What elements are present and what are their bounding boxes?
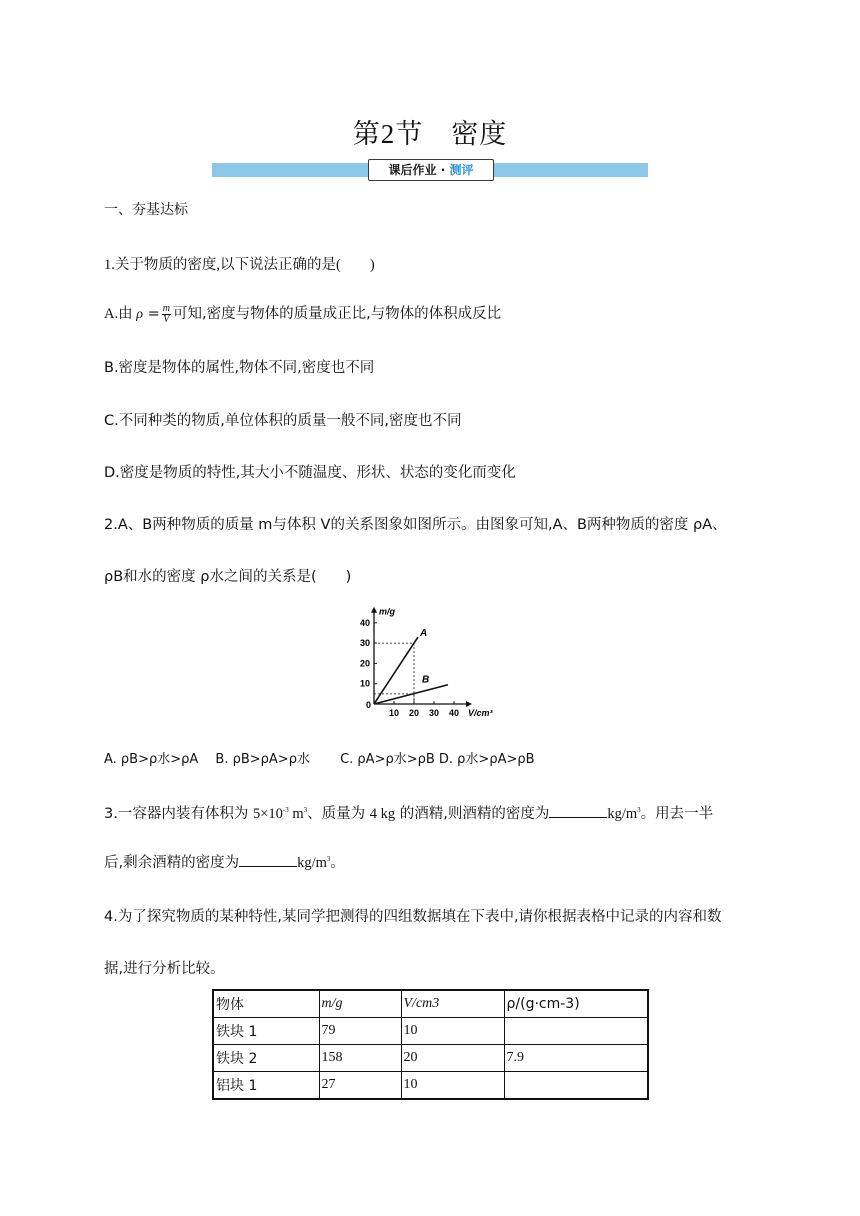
x-tick-label: 20 [409, 708, 420, 718]
q1-stem: 1.关于物质的密度,以下说法正确的是( ) [104, 257, 375, 273]
table-header-cell: m/g [319, 990, 401, 1018]
q4-line2: 据,进行分析比较。 [104, 961, 225, 977]
answer-blank-2[interactable] [239, 854, 297, 867]
table-row [213, 1018, 648, 1045]
q2-options: A. ρB>ρ水>ρA B. ρB>ρA>ρ水 C. ρA>ρ水>ρB D. ρ水>ρA>ρB [104, 752, 535, 767]
q3-line1: 3.一容器内装有体积为 $5\times 10^{-3}$ $m^3$、质量为 4 kg 的酒精,则酒精的密度为 $kg/m^3$。用去一半 [104, 806, 714, 822]
data-table [212, 989, 649, 1100]
q3-line2: 后,剩余酒精的密度为 $kg/m^3$。 [104, 855, 345, 871]
y-axis-label: m/g [379, 606, 396, 617]
y-tick-label: 20 [360, 658, 371, 669]
table-cell[interactable] [504, 1018, 648, 1045]
x-axis-arrow [466, 701, 472, 707]
y-tick-label: 10 [360, 678, 371, 689]
table-cell: 铁块 1 [213, 1018, 319, 1045]
section-heading: 一、夯基达标 [104, 202, 188, 218]
q4-line1: 4.为了探究物质的某种特性,某同学把测得的四组数据填在下表中,请你根据表格中记录的内容和数 [104, 909, 722, 925]
table-row [213, 1072, 648, 1100]
x-tick-label: 30 [429, 708, 440, 718]
mass-volume-chart [350, 604, 510, 724]
x-tick-label: 10 [389, 708, 400, 718]
series-label-a: A [420, 628, 428, 640]
y-axis-arrow [371, 607, 377, 613]
q1-option-a: A.由 ρ = $\frac{m}{V}$ 可知,密度与物体的质量成正比,与物体的体积成反比 [104, 302, 502, 325]
q2-stem-line2: ρB和水的密度 ρ水之间的关系是( ) [104, 569, 352, 585]
x-tick-label: 40 [449, 708, 460, 718]
answer-blank-1[interactable] [549, 805, 607, 818]
table-row [213, 1045, 648, 1072]
table-cell: 27 [319, 1072, 401, 1100]
formula-fraction: $\frac{m}{V}$ [162, 302, 170, 325]
x-axis-label: V/cm³ [468, 708, 493, 718]
title-banner-tag: 课后作业 · 测评 [368, 159, 494, 181]
q1-option-d: D.密度是物质的特性,其大小不随温度、形状、状态的变化而变化 [104, 465, 516, 481]
table-header-row [213, 990, 648, 1018]
x-tick-label: 0 [366, 700, 372, 710]
table-cell: 10 [401, 1072, 504, 1100]
series-label-b: B [422, 674, 430, 686]
table-cell[interactable] [504, 1072, 648, 1100]
y-tick-label: 40 [360, 617, 371, 628]
q1-option-b: B.密度是物体的属性,物体不同,密度也不同 [104, 360, 375, 376]
page-title: 第2节 密度 [352, 119, 508, 150]
q2-stem-line1: 2.A、B两种物质的质量 m与体积 V的关系图象如图所示。由图象可知,A、B两种物质的密度 ρA、 [104, 517, 727, 533]
y-tick-label: 30 [360, 638, 371, 649]
table-cell: 铁块 2 [213, 1045, 319, 1072]
table-header-cell: ρ/(g·cm-3) [504, 990, 648, 1018]
q1-option-c: C.不同种类的物质,单位体积的质量一般不同,密度也不同 [104, 413, 462, 429]
table-header-cell: 物体 [213, 990, 319, 1018]
table-cell: 7.9 [504, 1045, 648, 1072]
table-cell: 79 [319, 1018, 401, 1045]
table-cell: 20 [401, 1045, 504, 1072]
table-cell: 158 [319, 1045, 401, 1072]
table-cell: 10 [401, 1018, 504, 1045]
table-cell: 铝块 1 [213, 1072, 319, 1100]
table-header-cell: V/cm3 [401, 990, 504, 1018]
